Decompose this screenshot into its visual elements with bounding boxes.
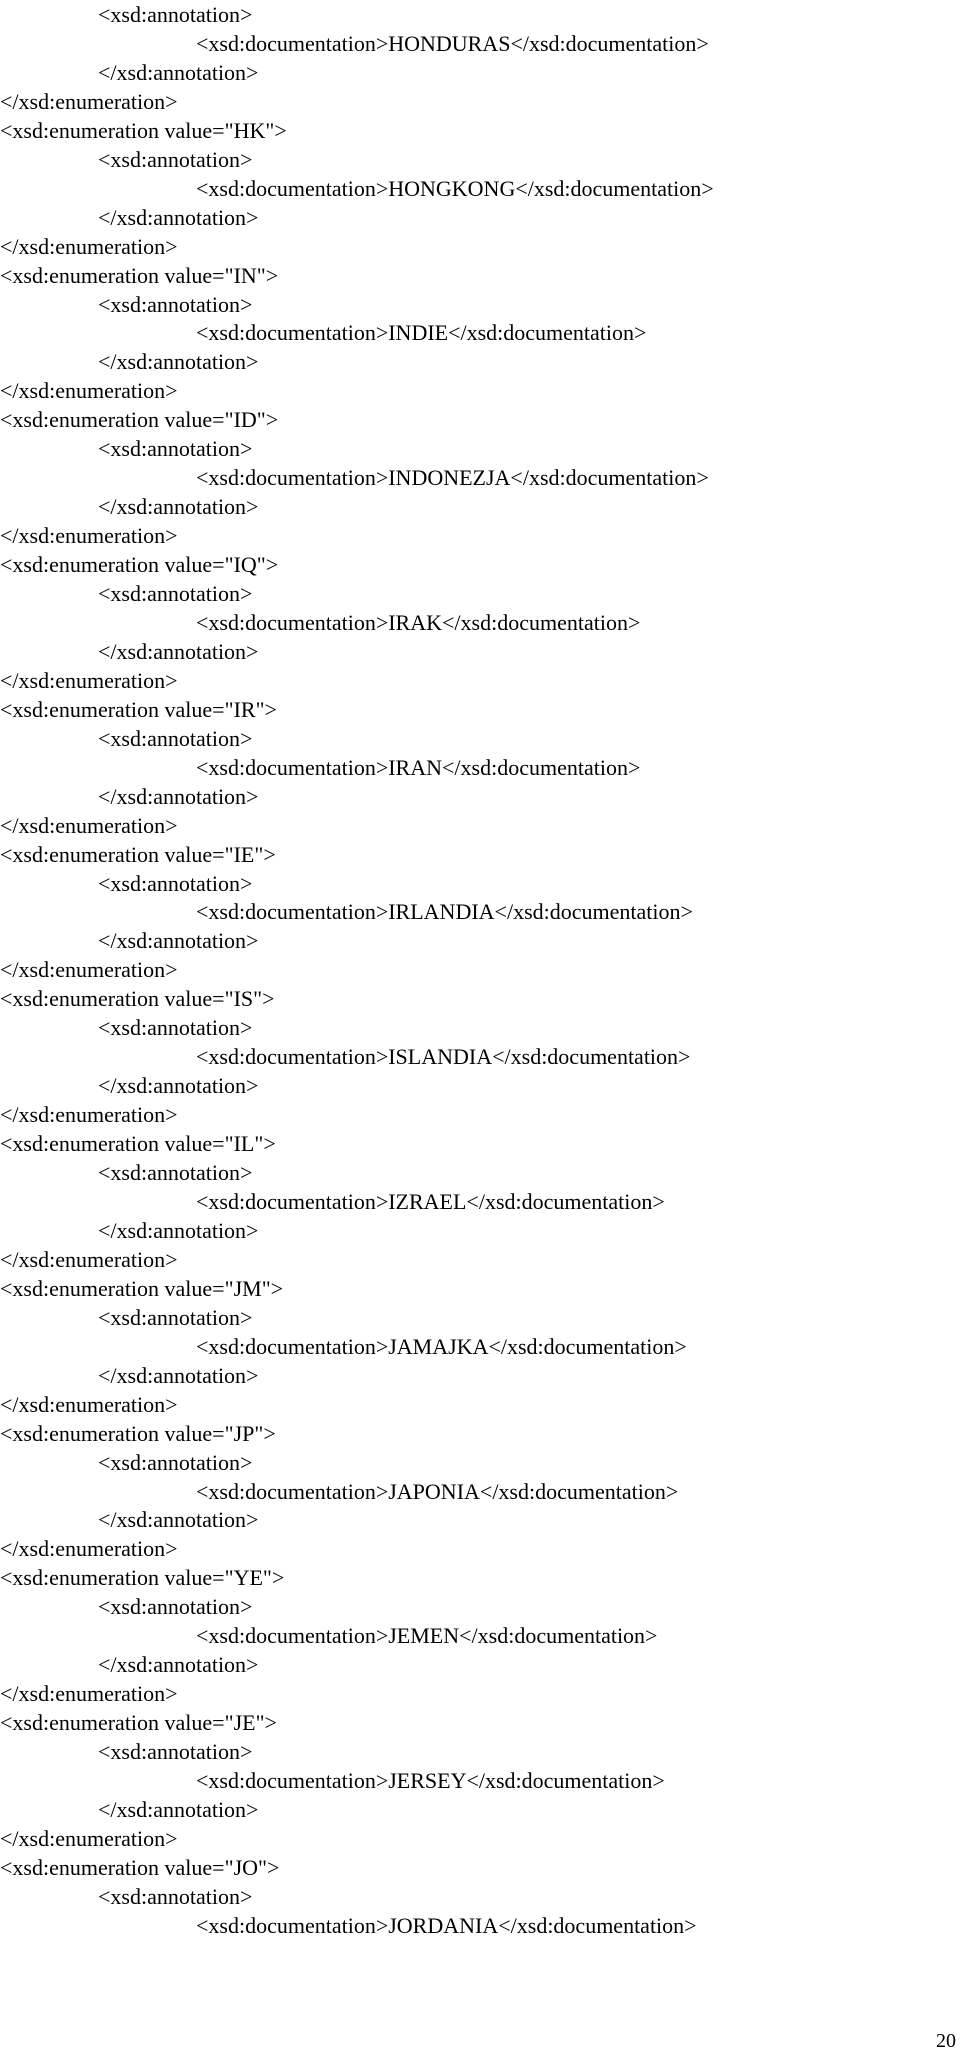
code-line: <xsd:documentation>HONGKONG</xsd:documentation> — [196, 175, 714, 201]
code-line: <xsd:enumeration value="JE"> — [0, 1710, 277, 1735]
code-line: <xsd:annotation> — [98, 2, 253, 27]
code-line: <xsd:documentation>INDIE</xsd:documentation> — [196, 320, 647, 346]
code-line: <xsd:documentation>JERSEY</xsd:documentation> — [196, 1768, 665, 1793]
code-line: <xsd:enumeration value="IS"> — [0, 986, 275, 1012]
code-line: <xsd:enumeration value="IQ"> — [0, 552, 279, 577]
code-line: <xsd:annotation> — [98, 1015, 253, 1041]
code-line: </xsd:annotation> — [98, 1652, 259, 1678]
code-line: <xsd:enumeration value="IL"> — [0, 1131, 276, 1156]
code-line: </xsd:annotation> — [98, 204, 259, 230]
code-line: </xsd:enumeration> — [0, 233, 178, 259]
code-line: <xsd:annotation> — [98, 1883, 253, 1909]
code-line: <xsd:annotation> — [98, 1160, 253, 1185]
code-line: </xsd:enumeration> — [0, 1536, 178, 1562]
code-line: </xsd:annotation> — [98, 638, 259, 664]
code-line: </xsd:enumeration> — [0, 957, 178, 983]
code-line: <xsd:annotation> — [98, 436, 253, 462]
code-line: <xsd:enumeration value="HK"> — [0, 117, 287, 143]
code-line: <xsd:documentation>HONDURAS</xsd:documentation> — [196, 30, 709, 56]
code-line: </xsd:enumeration> — [0, 667, 178, 693]
code-line: <xsd:documentation>IRAN</xsd:documentation> — [196, 754, 641, 780]
code-line: <xsd:documentation>IZRAEL</xsd:documentation> — [196, 1189, 665, 1214]
page-number: 20 — [936, 2030, 956, 2052]
code-line: </xsd:annotation> — [98, 494, 259, 520]
code-line: <xsd:annotation> — [98, 1449, 253, 1475]
code-line: </xsd:enumeration> — [0, 1391, 178, 1417]
code-line: </xsd:annotation> — [98, 783, 259, 809]
code-line: <xsd:annotation> — [98, 870, 253, 896]
code-line: <xsd:documentation>JEMEN</xsd:documentation> — [196, 1623, 658, 1649]
code-line: </xsd:annotation> — [98, 1073, 259, 1099]
code-line: <xsd:enumeration value="IE"> — [0, 841, 276, 867]
code-line: <xsd:documentation>JAMAJKA</xsd:documentation> — [196, 1333, 687, 1359]
code-line: </xsd:annotation> — [98, 928, 259, 954]
code-line: <xsd:annotation> — [98, 1739, 253, 1764]
code-line: <xsd:documentation>JAPONIA</xsd:documentation> — [196, 1478, 679, 1504]
code-line: <xsd:annotation> — [98, 146, 253, 172]
code-line: <xsd:enumeration value="YE"> — [0, 1565, 285, 1591]
code-line: </xsd:enumeration> — [0, 378, 178, 404]
code-line: </xsd:annotation> — [98, 59, 259, 85]
code-line: <xsd:enumeration value="JM"> — [0, 1275, 284, 1301]
code-line: </xsd:annotation> — [98, 349, 259, 375]
code-line: <xsd:documentation>JORDANIA</xsd:documentation> — [196, 1912, 697, 1938]
code-line: </xsd:enumeration> — [0, 1681, 178, 1707]
code-line: <xsd:documentation>ISLANDIA</xsd:documentation> — [196, 1044, 691, 1070]
code-line: </xsd:enumeration> — [0, 812, 178, 838]
code-line: </xsd:enumeration> — [0, 1102, 178, 1128]
code-line: <xsd:annotation> — [98, 1594, 253, 1620]
code-line: </xsd:enumeration> — [0, 88, 178, 114]
code-line: <xsd:documentation>INDONEZJA</xsd:documentation> — [196, 465, 709, 491]
code-line: </xsd:annotation> — [98, 1507, 259, 1533]
code-line: <xsd:annotation> — [98, 581, 253, 606]
code-line: </xsd:enumeration> — [0, 523, 178, 549]
code-line: <xsd:documentation>IRLANDIA</xsd:documentation> — [196, 899, 693, 925]
code-line: <xsd:enumeration value="IN"> — [0, 262, 279, 288]
code-line: <xsd:enumeration value="ID"> — [0, 407, 279, 433]
code-line: <xsd:annotation> — [98, 291, 253, 317]
code-line: <xsd:enumeration value="JO"> — [0, 1854, 280, 1880]
code-line: </xsd:annotation> — [98, 1217, 259, 1243]
code-line: </xsd:annotation> — [98, 1362, 259, 1388]
code-line: <xsd:annotation> — [98, 1304, 253, 1330]
code-line: </xsd:annotation> — [98, 1796, 259, 1822]
code-line: <xsd:annotation> — [98, 725, 253, 751]
code-line: <xsd:documentation>IRAK</xsd:documentation> — [196, 609, 641, 635]
code-line: <xsd:enumeration value="JP"> — [0, 1420, 276, 1446]
code-line: </xsd:enumeration> — [0, 1246, 178, 1272]
code-line: </xsd:enumeration> — [0, 1825, 178, 1851]
code-line: <xsd:enumeration value="IR"> — [0, 696, 277, 722]
